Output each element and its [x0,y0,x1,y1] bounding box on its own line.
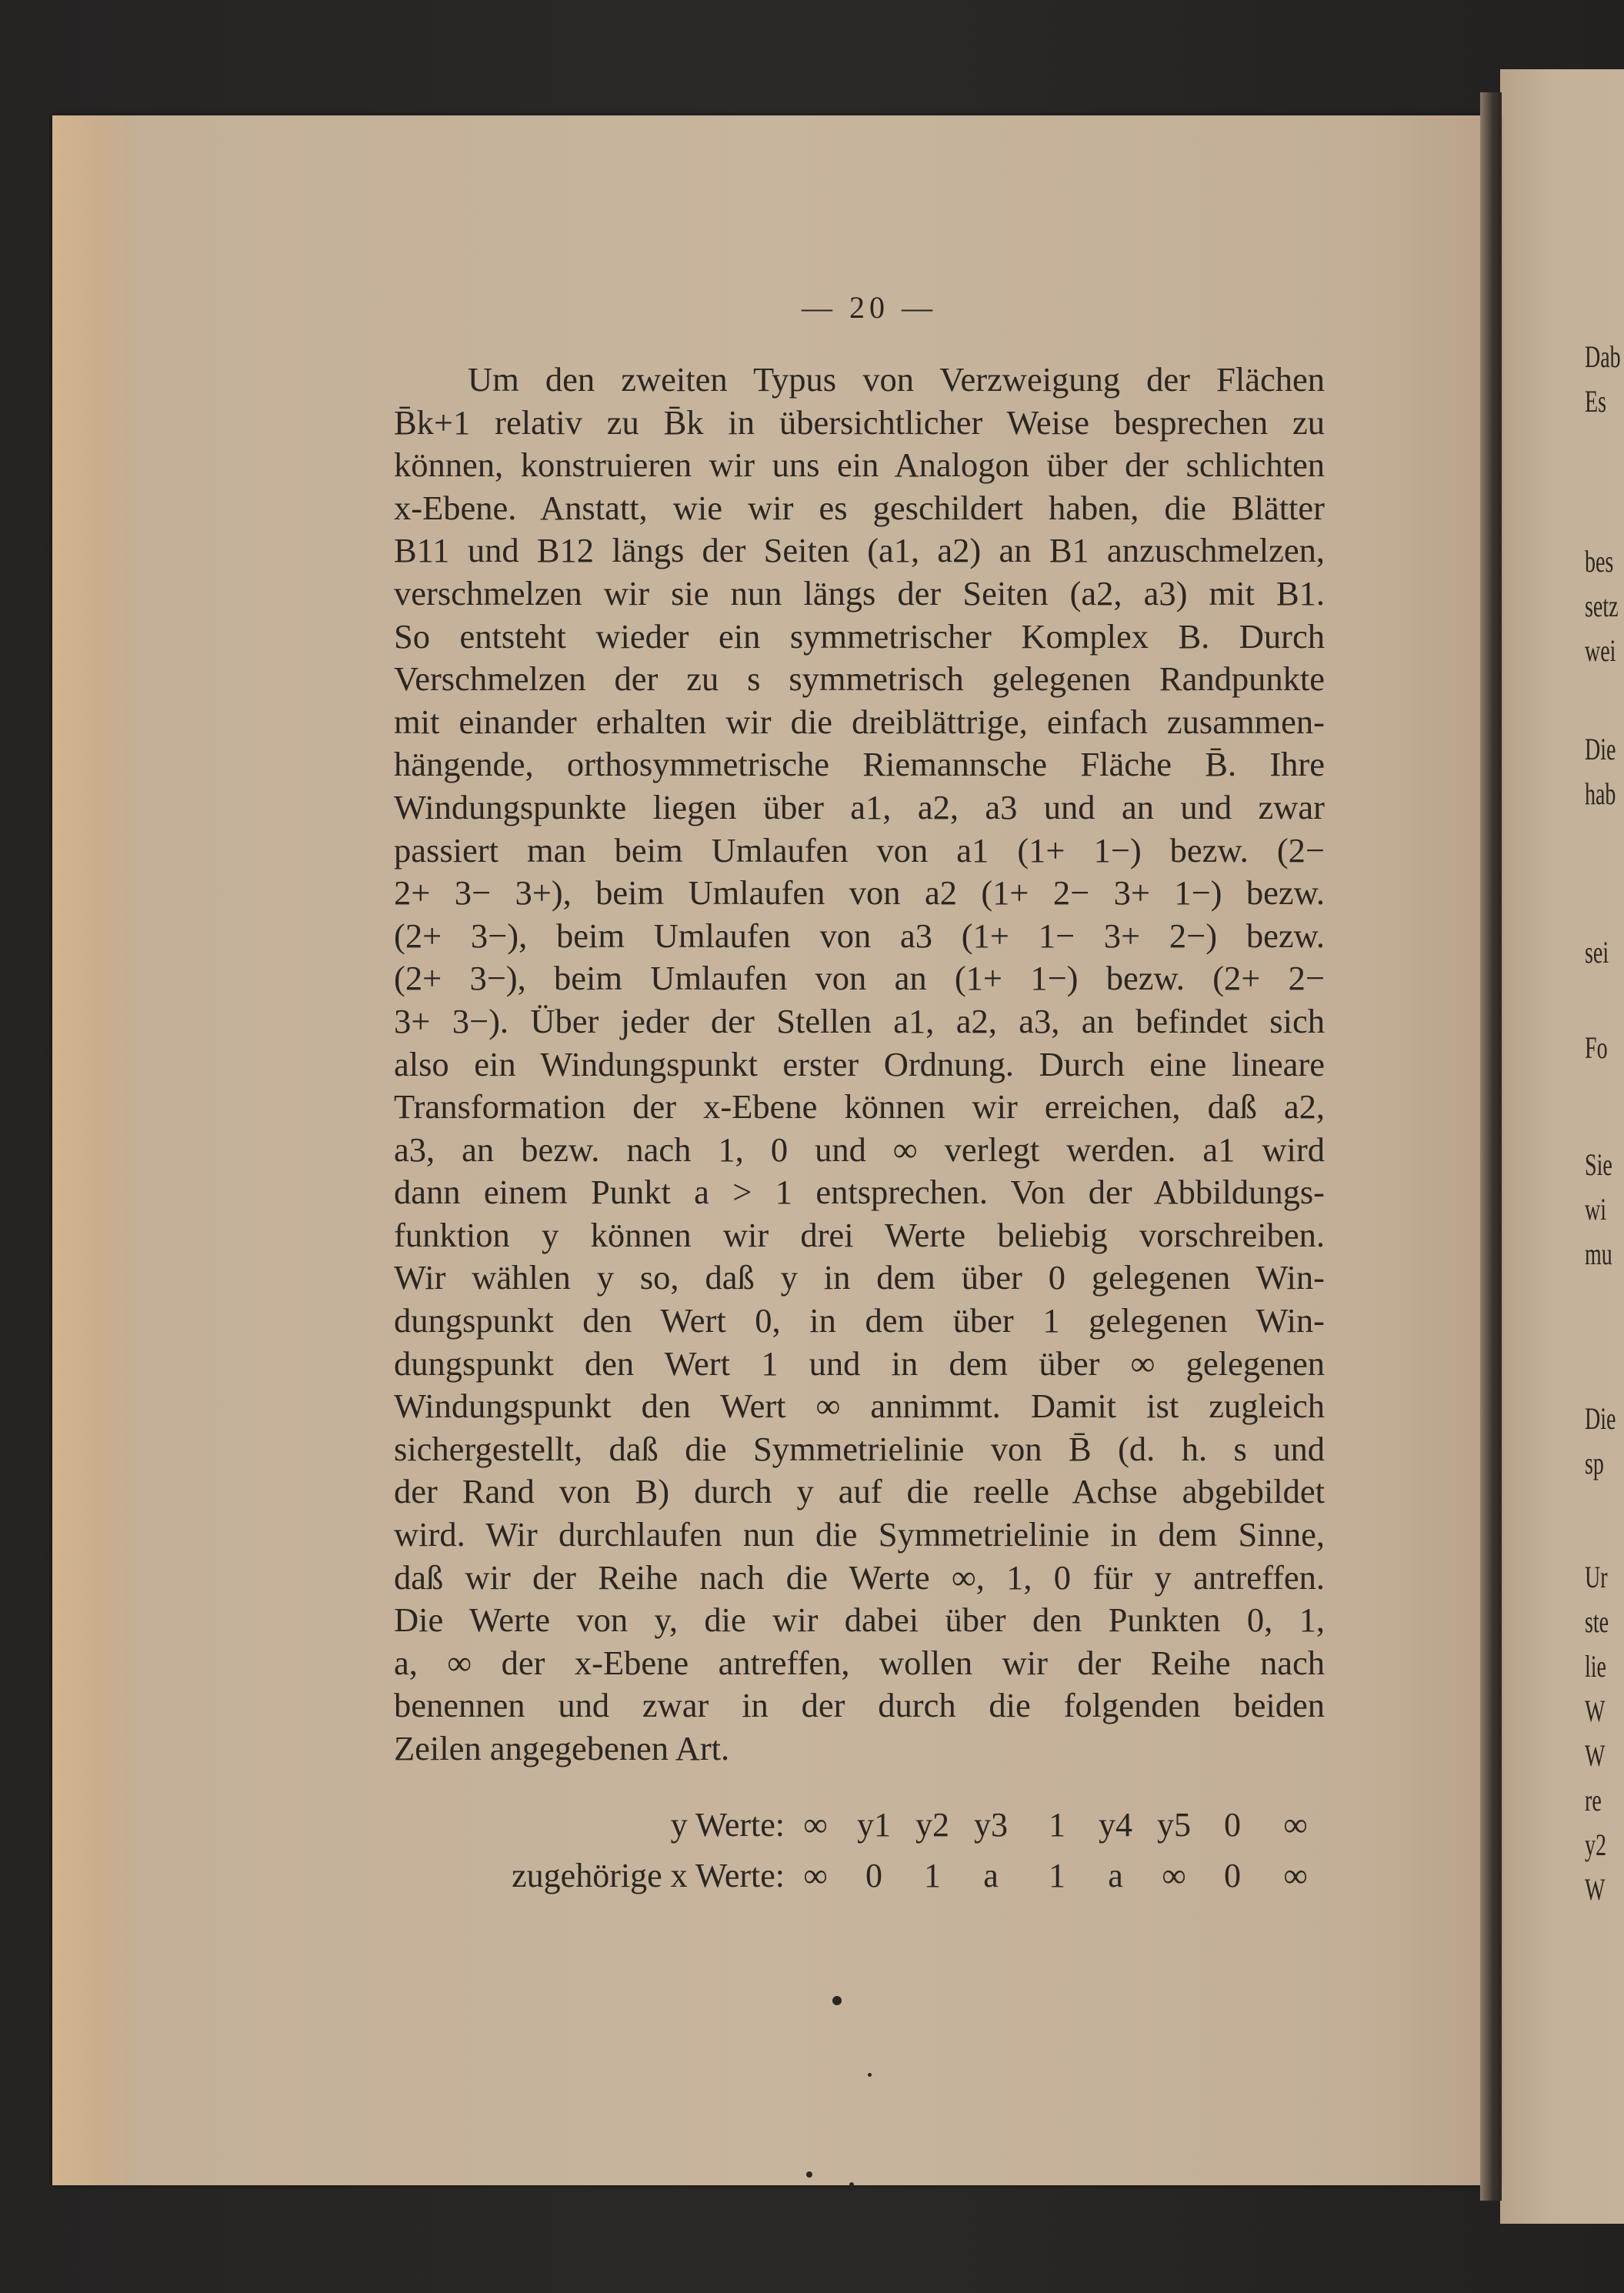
text-line: a3, an bezw. nach 1, 0 und ∞ verlegt werden. a1 wird [394,1130,1325,1169]
text-line: sichergestellt, daß die Symmetrielinie von B̄ (d. h. s und [394,1429,1325,1468]
facing-page-fragment: y2 [1585,1827,1606,1862]
facing-page-fragment: mu [1585,1237,1612,1271]
page-speck [806,2171,812,2178]
table-cell: ∞ [803,1857,828,1894]
facing-page-fragment: wi [1585,1192,1606,1227]
table-cell: 1 [924,1857,941,1894]
book-gutter [1480,92,1502,2201]
x-values-row [415,1856,1323,1899]
page-edge-stain [52,115,137,2185]
facing-page-fragment: bes [1585,544,1614,579]
facing-page-fragment: Ur [1585,1560,1608,1594]
table-cell: y4 [1099,1806,1132,1844]
facing-page-fragment: ste [1585,1604,1609,1639]
text-line: 2+ 3− 3+), beim Umlaufen von a2 (1+ 2− 3+ 1−) bezw. [394,873,1325,913]
page-number: — 20 — [802,290,937,325]
facing-page-fragment: wei [1585,633,1616,668]
table-cell: ∞ [1162,1857,1186,1894]
table-cell: 1 [1049,1806,1065,1844]
facing-page-fragment: Fo [1585,1030,1608,1065]
text-line: (2+ 3−), beim Umlaufen von an (1+ 1−) bezw. (2+ 2− [394,959,1325,998]
text-line: B̄k+1 relativ zu B̄k in übersichtlicher Weise besprechen zu [394,402,1325,442]
text-line: dungspunkt den Wert 1 und in dem über ∞ gelegenen [394,1343,1325,1383]
text-line: verschmelzen wir sie nun längs der Seiten (a2, a3) mit B1. [394,573,1325,612]
text-line: Um den zweiten Typus von Verzweigung der Flächen [468,360,1325,399]
text-line: mit einander erhalten wir die dreiblättrige, einfach zusammen- [394,702,1325,741]
facing-page-fragment: Sie [1585,1147,1612,1182]
y-values-label: y Werte: [670,1806,785,1844]
facing-page-fragment: Die [1585,732,1616,766]
table-cell: ∞ [1283,1806,1308,1844]
table-cell: y2 [915,1806,949,1844]
table-cell: 0 [1224,1857,1241,1894]
facing-page-fragment: Es [1585,384,1606,419]
facing-page-fragment: W [1585,1694,1606,1728]
text-line: hängende, orthosymmetrische Riemannsche Fläche B̄. Ihre [394,745,1325,784]
text-line: Verschmelzen der zu s symmetrisch gelegenen Randpunkte [394,659,1325,699]
y-values-row [415,1805,1323,1848]
facing-page-fragment: Dab [1585,339,1621,374]
facing-page-fragment: sp [1585,1446,1604,1480]
table-cell: 0 [1224,1806,1241,1844]
table-cell: a [983,1857,999,1894]
text-line: der Rand von B) durch y auf die reelle Achse abgebildet [394,1472,1325,1511]
text-line: (2+ 3−), beim Umlaufen von a3 (1+ 1− 3+ 2−) bezw. [394,916,1325,955]
facing-page-fragment: W [1585,1738,1606,1773]
table-cell: y1 [857,1806,891,1844]
text-line: Transformation der x-Ebene können wir erreichen, daß a2, [394,1087,1325,1126]
text-line: wird. Wir durchlaufen nun die Symmetrielinie in dem Sinne, [394,1515,1325,1554]
text-line: dann einem Punkt a > 1 entsprechen. Von der Abbildungs- [394,1173,1325,1212]
table-cell: y3 [974,1806,1008,1844]
page-speck [832,1996,842,2005]
table-cell: 0 [865,1857,882,1894]
text-line: 3+ 3−). Über jeder der Stellen a1, a2, a3, an befindet sich [394,1001,1325,1040]
text-line: Zeilen angegebenen Art. [394,1729,730,1767]
facing-page-fragment: setz [1585,589,1619,623]
facing-page-fragment: Die [1585,1401,1616,1436]
text-line: können, konstruieren wir uns ein Analogon über der schlichten [394,446,1325,485]
text-line: Die Werte von y, die wir dabei über den Punkten 0, 1, [394,1600,1325,1640]
text-line: dungspunkt den Wert 0, in dem über 1 gelegenen Win- [394,1301,1325,1340]
text-line: So entsteht wieder ein symmetrischer Komplex B. Durch [394,616,1325,656]
x-values-label: zugehörige x Werte: [512,1857,785,1894]
page-speck [868,2073,872,2077]
text-line: passiert man beim Umlaufen von a1 (1+ 1−) bezw. (2− [394,830,1325,869]
text-line: also ein Windungspunkt erster Ordnung. Durch eine lineare [394,1044,1325,1083]
text-line: a, ∞ der x-Ebene antreffen, wollen wir der Reihe nach [394,1643,1325,1682]
facing-page-fragment: sei [1585,935,1609,970]
table-cell: ∞ [803,1806,828,1844]
facing-page-fragment: hab [1585,776,1616,811]
facing-page-fragment: re [1585,1783,1602,1817]
table-cell: ∞ [1283,1857,1308,1894]
text-line: Wir wählen y so, daß y in dem über 0 gelegenen Win- [394,1258,1325,1297]
text-line: B11 und B12 längs der Seiten (a1, a2) an B1 anzuschmelzen, [394,531,1325,570]
text-line: benennen und zwar in der durch die folgenden beiden [394,1686,1325,1725]
table-cell: 1 [1049,1857,1065,1894]
table-cell: a [1108,1857,1123,1894]
facing-page-fragment: lie [1585,1649,1606,1684]
text-line: daß wir der Reihe nach die Werte ∞, 1, 0 für y antreffen. [394,1557,1325,1597]
main-paragraph [394,359,1325,1771]
text-line: funktion y können wir drei Werte beliebig vorschreiben. [394,1215,1325,1254]
facing-page-fragment: W [1585,1872,1606,1907]
page-speck [849,2182,854,2187]
table-cell: y5 [1157,1806,1191,1844]
text-line: Windungspunkte liegen über a1, a2, a3 und an und zwar [394,787,1325,826]
text-line: Windungspunkt den Wert ∞ annimmt. Damit ist zugleich [394,1387,1325,1426]
text-line: x-Ebene. Anstatt, wie wir es geschildert haben, die Blätter [394,488,1325,527]
